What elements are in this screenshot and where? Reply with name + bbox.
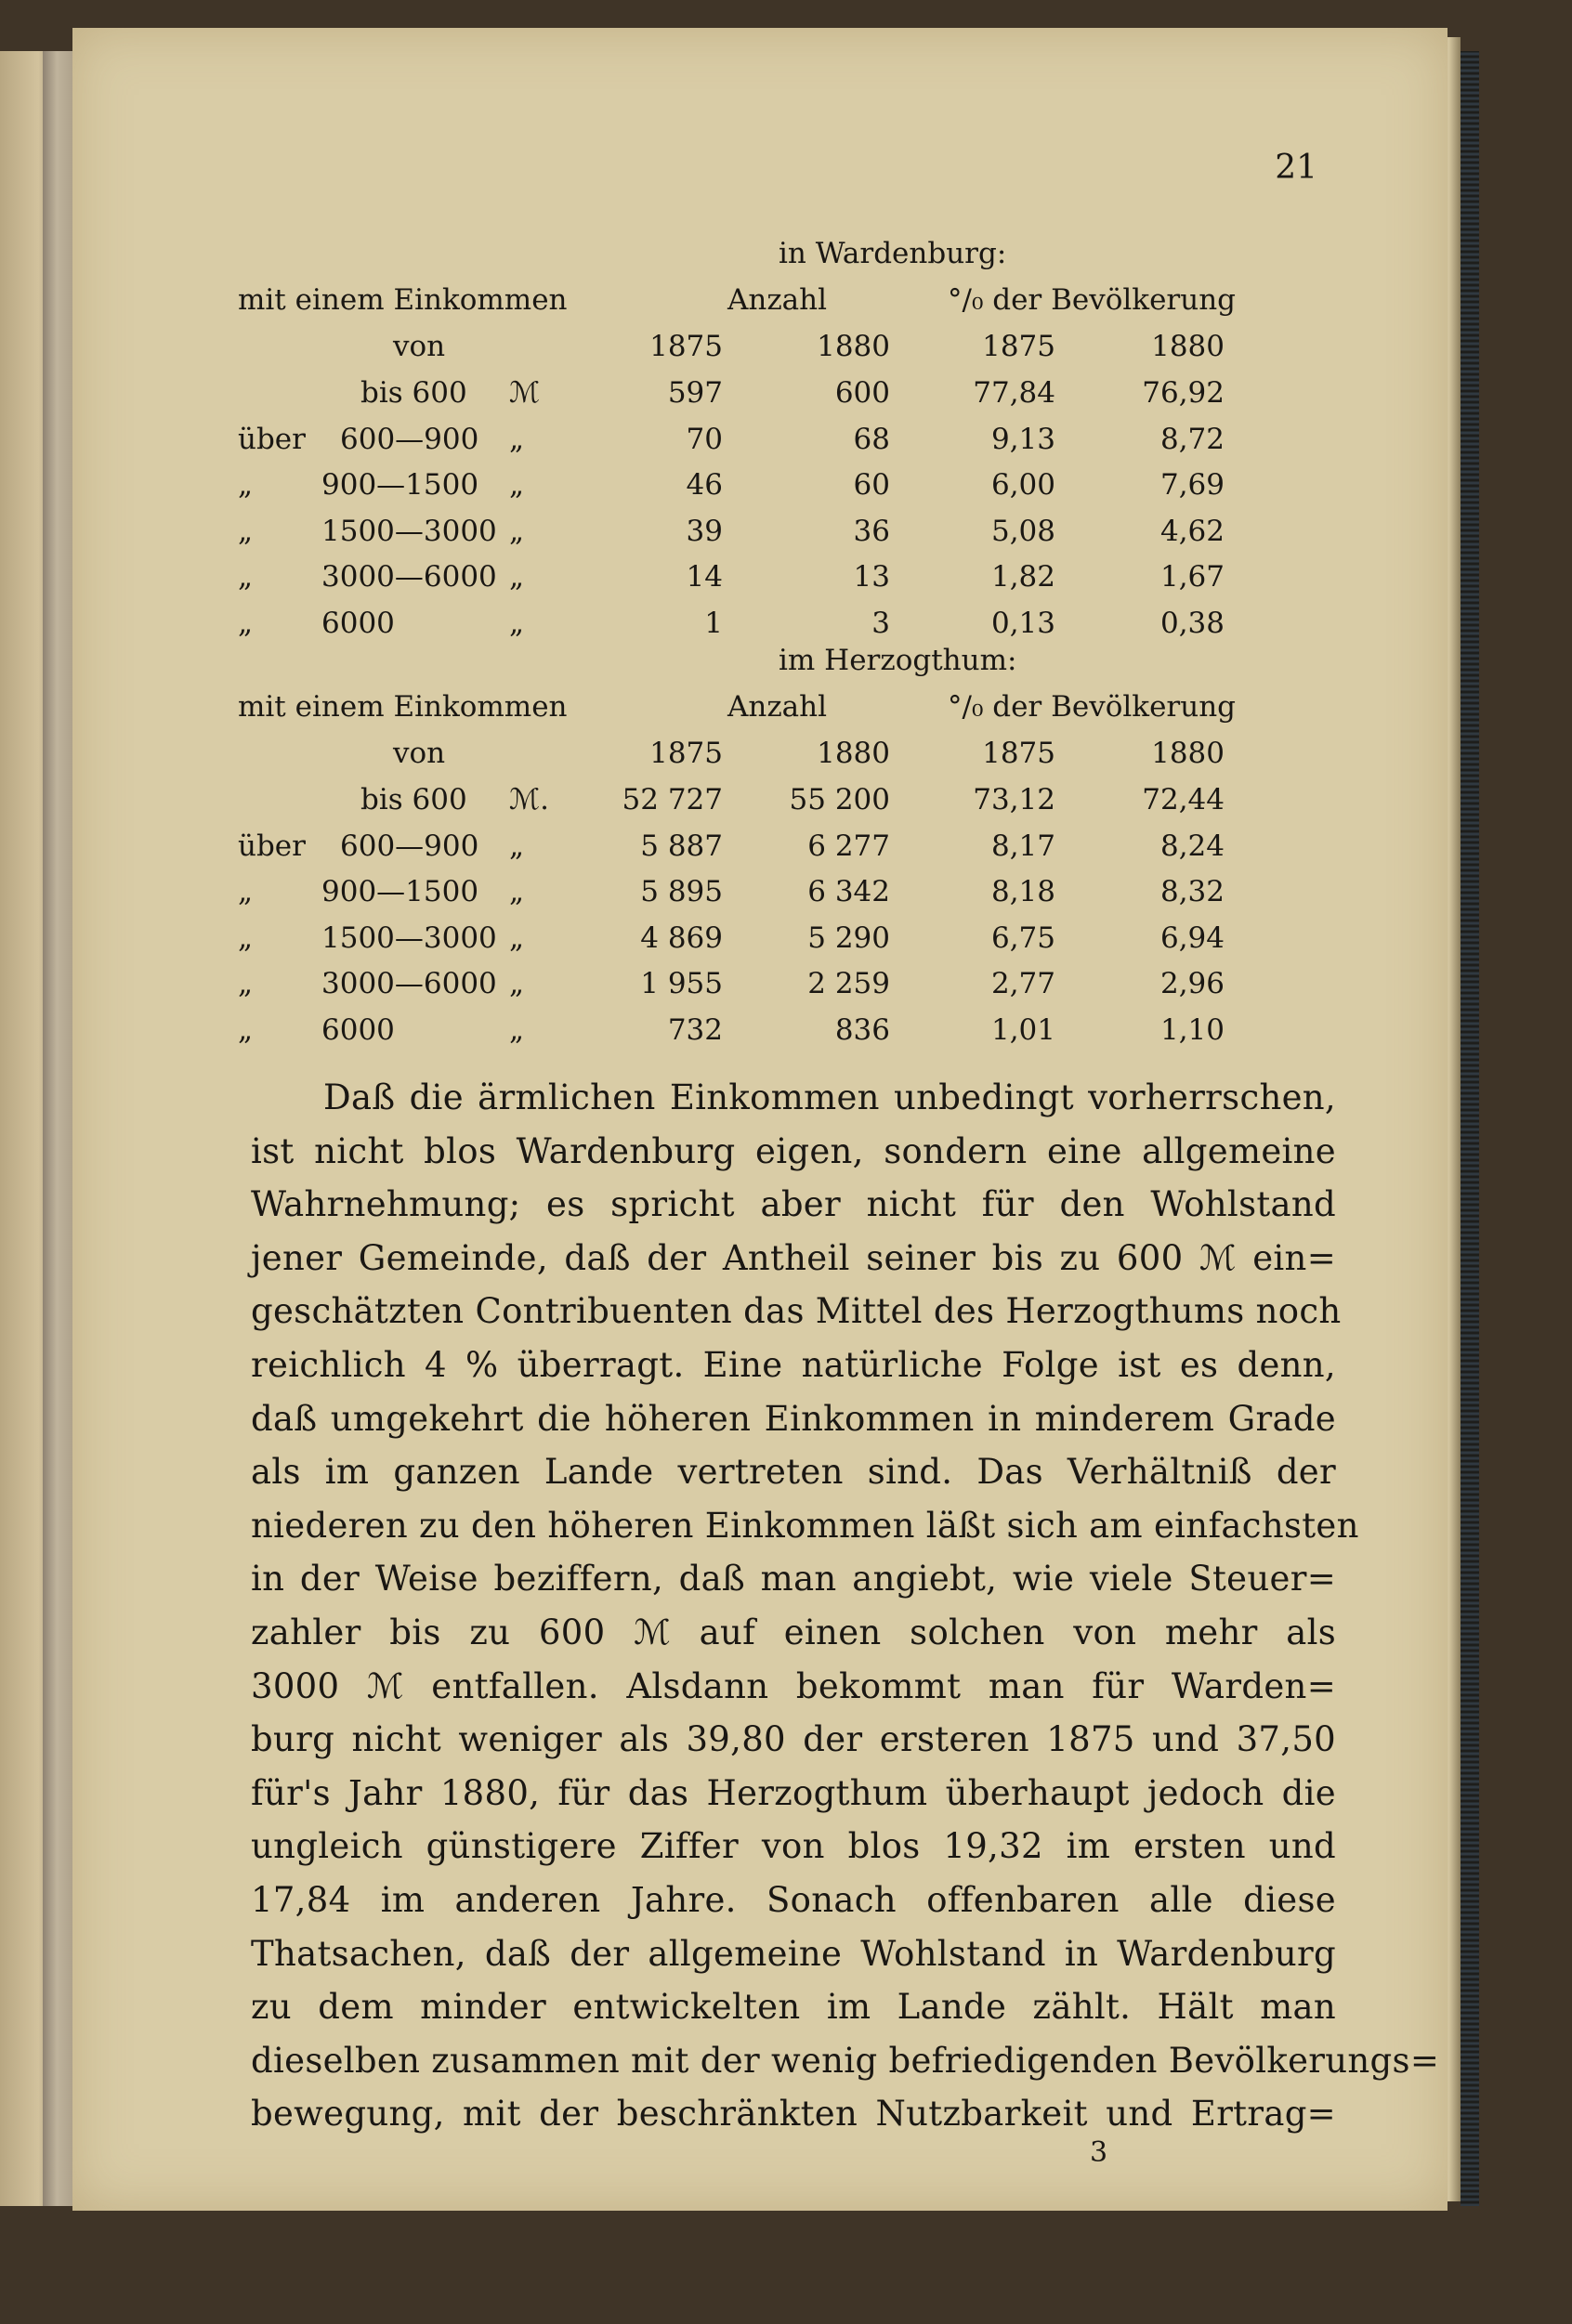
body-line: ungleich günstigere Ziffer von blos 19,32 im ersten und [251, 1826, 1336, 1867]
count-1875: 597 [667, 376, 723, 410]
percent-1875: 77,84 [973, 376, 1055, 410]
row-prefix: „ [238, 875, 254, 908]
body-line: jener Gemeinde, daß der Antheil seiner bis zu 600 ℳ ein= [251, 1237, 1336, 1278]
year-header: 1880 [1151, 330, 1225, 363]
unit-mark: „ [509, 468, 525, 502]
income-range: 3000—6000 [321, 560, 497, 594]
count-1875: 5 887 [640, 829, 723, 863]
body-line: dieselben zusammen mit der wenig befriedigenden Bevölkerungs= [251, 2040, 1440, 2081]
row-prefix: „ [238, 920, 254, 955]
count-1880: 55 200 [789, 783, 890, 816]
body-line: Thatsachen, daß der allgemeine Wohlstand in Wardenburg [251, 1933, 1336, 1974]
percent-1875: 73,12 [973, 783, 1055, 816]
unit-mark: „ [509, 967, 525, 1000]
percent-1880: 4,62 [1159, 514, 1225, 548]
count-1880: 6 342 [807, 875, 890, 908]
region-heading: in Wardenburg: [779, 237, 1007, 270]
book-spine [1461, 51, 1479, 2206]
income-range: 1500—3000 [321, 920, 497, 955]
income-range: 3000—6000 [321, 967, 497, 1000]
year-header: 1880 [817, 330, 890, 363]
percent-1875: 9,13 [990, 422, 1055, 456]
unit-mark: „ [509, 829, 525, 863]
unit-mark: „ [509, 875, 525, 908]
row-prefix: über [238, 829, 306, 863]
row-prefix: „ [238, 514, 254, 548]
body-line: 3000 ℳ entfallen. Alsdann bekommt man für Warden= [251, 1665, 1336, 1706]
count-1875: 732 [667, 1012, 723, 1047]
count-1880: 13 [853, 560, 890, 594]
count-1875: 70 [686, 422, 723, 456]
count-1875: 5 895 [640, 875, 723, 908]
page [72, 28, 1448, 2211]
label-heading: mit einem Einkommen [238, 283, 568, 317]
body-line: daß umgekehrt die höheren Einkommen in minderem Grade [251, 1398, 1336, 1439]
income-range: bis 600 [360, 376, 467, 410]
percent-1880: 8,32 [1159, 875, 1225, 908]
label-heading: mit einem Einkommen [238, 690, 568, 724]
count-1875: 4 869 [640, 920, 723, 955]
percent-1875: 1,82 [990, 560, 1055, 594]
income-range: 600—900 [340, 829, 479, 863]
unit-mark: „ [509, 606, 525, 640]
body-line: als im ganzen Lande vertreten sind. Das Verhältniß der [251, 1452, 1336, 1493]
count-1875: 46 [686, 468, 723, 502]
income-range: 6000 [321, 1012, 395, 1047]
percent-1875: 6,75 [990, 920, 1055, 955]
count-1875: 14 [686, 560, 723, 594]
unit-mark: „ [509, 514, 525, 548]
count-1880: 3 [871, 606, 890, 640]
body-line: niederen zu den höheren Einkommen läßt sich am einfachsten [251, 1505, 1359, 1546]
count-1875: 1 [704, 606, 723, 640]
row-prefix: „ [238, 606, 254, 640]
percent-1880: 7,69 [1159, 468, 1225, 502]
body-line: geschätzten Contribuenten das Mittel des Herzogthums noch [251, 1291, 1342, 1332]
body-line: ist nicht blos Wardenburg eigen, sondern eine allgemeine [251, 1130, 1336, 1171]
body-line: bewegung, mit der beschränkten Nutzbarkeit und Ertrag= [251, 2094, 1336, 2135]
col-percent-header: °/₀ der Bevölkerung [948, 283, 1237, 317]
percent-1880: 2,96 [1159, 967, 1225, 1000]
row-prefix: „ [238, 560, 254, 594]
count-1880: 36 [853, 514, 890, 548]
count-1880: 68 [853, 422, 890, 456]
percent-1875: 8,17 [990, 829, 1055, 863]
row-prefix: „ [238, 967, 254, 1000]
unit-mark: „ [509, 560, 525, 594]
col-anzahl-header: Anzahl [727, 283, 828, 317]
year-header: 1880 [817, 737, 890, 770]
percent-1875: 2,77 [990, 967, 1055, 1000]
income-range: 900—1500 [321, 468, 479, 502]
income-range: 1500—3000 [321, 514, 497, 548]
percent-1875: 0,13 [990, 606, 1055, 640]
count-1880: 600 [834, 376, 890, 410]
count-1880: 60 [853, 468, 890, 502]
label-von: von [393, 330, 446, 363]
unit-mark: ℳ. [509, 783, 550, 816]
count-1875: 52 727 [622, 783, 723, 816]
percent-1880: 1,67 [1159, 560, 1225, 594]
page-number: 21 [1275, 149, 1317, 187]
col-percent-header: °/₀ der Bevölkerung [948, 690, 1237, 724]
body-text [251, 1071, 1440, 2141]
body-line: Wahrnehmung; es spricht aber nicht für den Wohlstand [251, 1184, 1336, 1225]
percent-1880: 8,72 [1159, 422, 1225, 456]
count-1880: 5 290 [807, 920, 890, 955]
body-line: 17,84 im anderen Jahre. Sonach offenbaren alle diese [251, 1879, 1336, 1920]
sheet-signature: 3 [1090, 2136, 1108, 2169]
body-line: in der Weise beziffern, daß man angiebt, wie viele Steuer= [251, 1559, 1336, 1599]
income-range: 900—1500 [321, 875, 479, 908]
percent-1875: 8,18 [990, 875, 1055, 908]
row-prefix: „ [238, 468, 254, 502]
row-prefix: „ [238, 1012, 254, 1047]
count-1875: 1 955 [640, 967, 723, 1000]
col-anzahl-header: Anzahl [727, 690, 828, 724]
body-line: Daß die ärmlichen Einkommen unbedingt vorherrschen, [323, 1077, 1336, 1117]
count-1880: 836 [834, 1012, 890, 1047]
income-range: 600—900 [340, 422, 479, 456]
count-1880: 2 259 [807, 967, 890, 1000]
year-header: 1875 [982, 330, 1055, 363]
body-line: zahler bis zu 600 ℳ auf einen solchen von mehr als [251, 1612, 1336, 1652]
year-header: 1875 [649, 330, 723, 363]
percent-1880: 76,92 [1142, 376, 1225, 410]
year-header: 1875 [649, 737, 723, 770]
body-line: zu dem minder entwickelten im Lande zählt. Hält man [251, 1987, 1336, 2028]
body-line: burg nicht weniger als 39,80 der ersteren 1875 und 37,50 [251, 1719, 1336, 1760]
count-1875: 39 [686, 514, 723, 548]
year-header: 1880 [1151, 737, 1225, 770]
unit-mark: „ [509, 422, 525, 456]
percent-1875: 1,01 [990, 1012, 1055, 1047]
year-header: 1875 [982, 737, 1055, 770]
label-von: von [393, 737, 446, 770]
body-line: für's Jahr 1880, für das Herzogthum überhaupt jedoch die [251, 1772, 1336, 1813]
percent-1880: 1,10 [1159, 1012, 1225, 1047]
percent-1880: 72,44 [1142, 783, 1225, 816]
percent-1880: 6,94 [1159, 920, 1225, 955]
unit-mark: ℳ [509, 376, 541, 410]
income-range: bis 600 [360, 783, 467, 816]
percent-1880: 8,24 [1159, 829, 1225, 863]
body-line: reichlich 4 % überragt. Eine natürliche Folge ist es denn, [251, 1344, 1336, 1385]
percent-1880: 0,38 [1159, 606, 1225, 640]
row-prefix: über [238, 422, 306, 456]
unit-mark: „ [509, 1012, 525, 1047]
percent-1875: 6,00 [990, 468, 1055, 502]
count-1880: 6 277 [807, 829, 890, 863]
income-range: 6000 [321, 606, 395, 640]
unit-mark: „ [509, 920, 525, 955]
region-heading: im Herzogthum: [779, 644, 1017, 677]
percent-1875: 5,08 [990, 514, 1055, 548]
